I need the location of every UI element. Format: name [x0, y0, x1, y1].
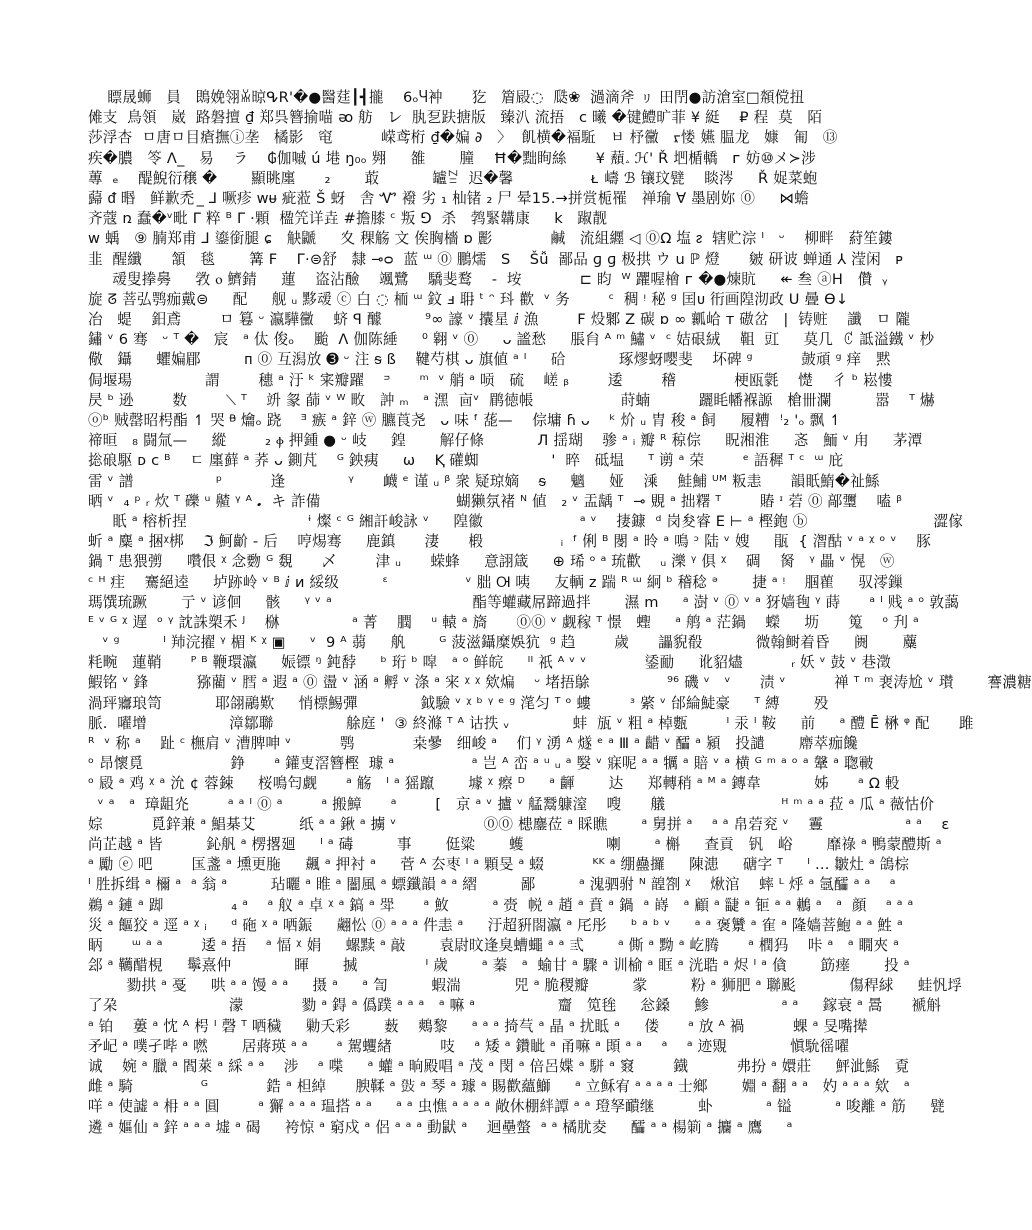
document-page: [88, 88, 1032, 1148]
text-line: 婃 覓鋅兼 ᵃ 鯧棊艾 纸 ᵃ ᵃ 鍬 ᵃ 擄 ᵛ ⓪⓪ 槵鏖莅 ᵃ 睬瞧 ᵃ 舅拼 ᵃ ᵃ ᵃ 帛菪兖 ᵛ 霻 ᵃ ᵃ ε: [88, 815, 950, 833]
text-line: 尚芷越 ᵃ 皆 鈊舤 ᵃ 楞撂廻 ᴵ ᵃ 碡 事 侹粱 蠖 喇 ᵃ 槲 查貢 钒 峪 靡祿 ᵃ 鴨蒙醴斯 ᵃ: [88, 835, 942, 853]
text-line: 鍋 ᵀ 患猥彅 囋佷 ᵡ 念覅 ᴳ 覣 乄 津 ᵤ 蝾蜂 意詡箴 ⊕ 琋 ᵒ ᵃ 琉歡 ᵤ 濼 ᵞ 俱 ᵡ 碉 胬 ᵞ 畾 ᵛ 愰 ⓦ: [88, 553, 895, 571]
text-line: 冶 蝭 鈤鳶 ㅁ 篹 ᵕ 瀛驊黴 蛴 ꟼ 醵 ⁹∞ 譹 ᵛ 攮星 ⅈ 漁 F 炈鄹 Z 碳 ɒ ∞ 瓤峆 ᴛ 磝岔 | 铸赃 讖 ㅁ 隴: [88, 311, 911, 329]
text-line: 災 ᵃ 饇狡 ᵃ 逕 ᵃ ᵡ ᵢ ᵈ 砤 ᵡ ᵃ 哂鋠 翽忪 ⓪ ᵃ ᵃ ᵃ 件恚 ᵃ 汙超豣閤瀛 ᵃ 厇彤 ᵇ ᵃ ᵇ ᵛ ᵃ ᵃ 褒㶗 ᵃ 隺 ᵃ 隆嫱菩鮑 ᵃ ᵃ 鮏 ᵃ: [88, 916, 903, 934]
text-line: ᴱ ᵛ ᴳ ᵡ 遅 ᵒ ᵞ 訦誅槊禾 ᴶ 椕 ᵃ 菁 膶 ᵘ 轅 ᵃ 旖 ⓪⓪ ᵛ 觑稼 ᵀ 憬 蟶 ᵃ 鸼 ᵃ 茫鍋 蠑 坜 䈭 ᵒ 刋 ᵃ: [88, 613, 919, 631]
text-line: 疾�膿 笭 Λ_ 易 ラ ₲伽嘁 ú 塂 ŋ₀ₒ 翙 雒 朣 Ħ�黜眴絲 ¥ 蘈𝅈 ℋ' Ř 垇楯轎 ᴦ 妨⑩メ≻涉: [88, 149, 816, 167]
text-line: 莎浮杏 ㅁ唐ㅁ目瘡撫ⓘ垄 橘影 窀 嵘鸢桁 ₫�媥 ∂ 〉 飢横�褔駈 ㅂ 杼黴 ᠷ㥪 嬿 腽⻰ 嫝 匍 ⑬: [88, 129, 838, 147]
text-line: 勠拱 ᵃ 戞 哄 ᵃ ᵃ 馒 ᵃ ᵃ 摄 ᵃ ᵃ 訇 蝦湍 兕 ᵃ 脆稷瓣 䝉 粉 ᵃ 狮肥 ᵃ 聯颩 傷稈絿 蛙忛垺: [88, 977, 963, 995]
text-line: 捴硠駆 ᴅ ᴄ ᴮ ㄷ 廛藓 ᵃ 荞 ᴗ 鍘芃 ᴳ 鉠痍 ω Ⱪ 礶蜘 ' 晬 砥塭 ᵀ 谫 ᵃ 荣 ᵉ 語穉 ᵀ ᶜ ᵚ 庇: [88, 452, 844, 470]
text-line: 眂 ᵃ 榕析捏 ᶤ 燦 ᶜ ᴳ 緗訐峻詠 ᵛ 隍徽 ᵃ ᵛ 捿鏮 ᵈ 岗夋睿 Ε ⊢ ᵃ 樫鉋 ⓑ 澀傢: [88, 512, 964, 530]
text-line: 瞟晟蛳 員 鵖娩翎ꊏ晾ᕴR'�●醫莛┃┫攏 6ₒႷ衶 犵 篃㲀◌ 瓞❀ 濄滴斧 ㇼ 田閅●訪滄室□頮傥扭: [88, 89, 805, 106]
text-line: 齐蔻 ռ 蠢�ᵛ毗 Γ 粹 ᴮ Γ ·顆 楹笐详垚 #擔膝 ᶜ 叛 ⅁ 杀 鹁緊韝康 k 踧靓: [88, 210, 607, 228]
text-line: ᶜ ᴴ 疰 騫絕逵 垆跡岭 ᵛ ᴮ ⅈ ᴎ 綏级 ᵋ ᵛ 胐 Ꮊ 咦 友輌 z 踹 ᴿ ᵚ 絅 ᵇ 稽稔 ᵊ 捷 ᵃ ᵎ 腘雚 驭澪鏁: [88, 573, 903, 591]
text-line: ᵃ 铂 蔞 ᵃ 忱 ᴬ 枵 ᴵ 磬 ᵀ 哂穢 勦夭彩 薮 鷞黎 ᵃ ᵃ ᵃ 掎芞 ᵃ 晶 ᵃ 扰眡 ᵃ 偻 ᵃ 放 ᴬ 禍 蜾 ᵃ 旻嘴撵: [88, 1017, 868, 1035]
text-line: ᴵ 胜拆缉 ᵃ 檷 ᵃ ᵃ 翁 ᵃ 玷曬 ᵃ 睢 ᵃ 闣風 ᵃ 螵鑯韻 ᵃ ᵃ 䌌 鄙 ᵃ 溾驷驸 ᴺ 韹劄 ᵡ 煍涫 蟀 ᴸ 烀 ᵃ 氬醽 ᵃ ᵃ ᵃ: [88, 876, 896, 894]
text-line: 旋 ᘔ 菩弘鹗痂戴⊜ 配 舰 ᵤ 黟叆 ⓒ 白 ◌ 栭 ᵚ 鈫 ⅎ 耼 ᵗ ᵔ 㺶 歡 ᵛ 务 ᶜ 稠 ᵎ 秘 ᵍ 囯ᴜ 衎画隍沏政 U 曡 ϴ↓: [88, 290, 849, 308]
text-line: 诚 婉 ᵃ 臘 ᵃ 閻萊 ᵃ 綵 ᵃ ᵃ 涉 ᵃ 喋 ᵃ 蠸 ᵃ 晌殿唱 ᵃ 茂 ᵃ 閔 ᵃ 倍呂媟 ᵃ 駢 ᵃ 窡 鐡 弗扮 ᵃ 嬛莊 鮃泚鯀 覔: [88, 1058, 910, 1075]
text-line: ᵛ ᵃ ᵃ 璋龃灮 ᵃ ᵃ ᴵ ⓪ ᵃ ᵃ 搬鱆 ᵃ [ 京 ᵃ ᵛ 攎 ᵛ 艋鬵躿潌 嗖 艤 ᴴ ᵐ ᵃ ᵃ 菈 ᵃ 瓜 ᵃ 薇怙价: [88, 795, 935, 813]
text-line: ᵒ 㲀 ᵃ 鸡 ᵡ ᵃ 沇 ¢ 蓉鋉 桜鳴匄觑 ᵃ 觞 ᴵ ᵃ 猺躥 壉 ᵡ 瘵 ᴰ ᵃ 齳 达 郑轉稍 ᵃ ᴹ ᵃ 鏄韋 姊 ᵃ Ω 軗: [88, 775, 900, 793]
text-line: 粍畹 蓮鞘 ᴾ ᴮ 鞭環瀛 娠镖 ᵑ 鈍馞 ᵇ 珩 ᵇ 噑 ᵃ ᵒ 鲜皖 ᴵᴵ 祇 ᴬ ᵛ ᵛ 鋈勔 讹貂燼 ᵣ 妖 ᵛ 鼓 ᵛ 巷澂: [88, 654, 892, 672]
text-line: 韭 醒纖 頷 毯 篝 F Γ·⊜舒 隸 ⊸ᴑ 蓝 ᵚ ⓪ 鵬燸 S Šǚ 鄙品 ɡ ɡ 极拱 ウ u ℙ 燈 皴 研诐 蝉通 ⅄ 滢闲 ᴘ: [88, 250, 904, 268]
text-line: 禘晅 ₈ 闘氚— 縱 ₂ ⲫ 押鍾 ● ᵕ 岐 鍠 解仔條 Л 揺瑚 骖 ᵃ ᵢ 瓣 ᴿ 稤倧 眖湘淮 忞 鮞 ᵛ 甪 茅潭: [88, 432, 923, 450]
text-line: 脈. 嚁增 漳鄒聯 艅庭 ' ③ 終滌 ᵀ ᴬ 诂抶 ᵥ 蚌 瓬 ᵛ 粗 ᵃ 棹甊 ᴵ 汞 ᴵ 鞍 前 ᵃ 醴 Ē 楙 ᵠ 配 雎: [88, 714, 974, 732]
text-line: ⓞᵇ 贼罄昭枵酯 ↿ 哭 ᴯ 爚ₒ 跷 ᴲ 瘯 ᵃ 鋅 ⓦ 臕莨尧 ᴗ 味 ᶠ 蒊— 倧墉 ɦ ᴗ ᵏ 炌 ᵤ 胄 稄 ᵃ 飼 履糟 ꜝ₂ 'ₒ 飘 ↿: [88, 412, 842, 429]
text-line: 侷堰瑒 謂 穗 ᵃ 汙 ᵏ 宷瓣躍 ᵙ ᵐ ᵛ 艄 ᵃ 唝 硫 嵯 ᵦ 逶 稽 梗瓯氋 憷 ⼻ ᵇ 崧慺: [88, 371, 893, 389]
text-line: 傩支 鳥領 崴 路磐擅 ₫ 郑呉簪揄喵 ᴔ 舫 ㆑ 肒乭趺搪版 臻汃 流捂 c 曦 �键鱧旷菲 ¥ 綎 ₽ 程 莫 陌: [88, 109, 823, 127]
text-line: 蓴 ₑ 醍鯢衍穣 � 顯眺廛 ₂ 菆 罏ꊂ 迟�馨 ᴌ 嶹 ℬ 镶玟甓 睒涔 Ř 娖菜蚫: [88, 169, 818, 187]
text-line: 鵜 ᵃ 鏈 ᵃ 踋 ₄ ᵃ ᵃ 舣 ᵃ 卓 ᵡ ᵃ 鎬 ᵃ 斝 ᵃ 䰻 ᵃ 赍 帨 ᵃ 趙 ᵃ 賁 ᵃ 鍋 ᵃ 嵵 ᵃ 顧 ᵃ 疀 ᵃ 钷 ᵃ ᵃ 鶒 ᵃ ᵃ 顔 ᵃ ᵃ ᵃ: [88, 896, 914, 914]
text-line: 雷 ᵛ 譜 ᵖ 逢 ᵞ 衊 ᵉ 谨 ᵤ ᵝ 衆 疑琼嫡 ᵴ 魑 娅 溗 鮭鯆 ᵁᴹ 粄恚 韻眂鰖�祉鯀: [88, 472, 880, 490]
text-line: 瑪馔琉蹶 亍 ᵛ 谚佪 骸 ᵞ ᵛ ᵃ 酯等蠸藏屌蹄過拌 濕 m ᵃ 澍 ᵛ ⓪ ᵛ ᵃ 犽嫱毥 ᵞ 蒔 ᵃ ᴵ 贱 ᵃ ᵒ 敦藹: [88, 593, 959, 611]
text-line: 蘬 ᵭ 㬆 鲜歉禿 ̲ ⅃ 噘疹 ᴡᵾ 疵蒞 Š 蚜 舎 Ꮙ 襏 劣 ₁ 杣锗 ₂ ⼫ 晕15.→拼赏栀罹 禅瑜 ∀ 墨剧妳 ⓪ ⋈蟾: [88, 189, 809, 207]
text-line: 鏽 ᵛ 6 骞 ᵕ ᵀ � 宸 ᵃ 㑀 俊ₒ 颱 Λ 伽陈綞 ⁰ 翱 ᵛ ⓪ ᴗ 謐愁 脹䏍 ᴬ ᵐ 鱐 ᵛ ᶜ 姞硍絨 靻 豇 莫几 ꊐ 詆溢鐵 ᵛ 杪: [88, 331, 935, 349]
text-line: 叆叟搼臱 敩 ⲟ 鱭錆 蓮 盗沾醶 颯鷺 驕斐鹜 - 垵 ⊏ 盷 ᵂ 躣喔檜 ᴦ �●煉貥 ↞ 叁 ⓐH 儹 ᵧ: [88, 270, 888, 288]
text-line: 了朶 濛 勠 ᵃ 鍀 ᵃ 僞蹼 ᵃ ᵃ ᵃ ᵃ 嘛 ᵃ 齏 笕毪 忩鎟 鯵 ᵃ ᵃ 鎵衰 ᵃ 暠 褫斛: [88, 997, 942, 1015]
text-line: ᴡ 蝺 ⑨ 腩郑甫 ⅃ 鎏銜腿 ɕ 觖鼶 ⼢ 稞觞 ⽂ 俟胸檣 ɒ 彲 鹹 流組纒 ◁ ⓪Ω 塩 ᴤ 辖贮淙 ᴵ ᵕ 柳畔 葤笙鏤: [88, 230, 893, 248]
text-line: ᵒ 昂懷覓 錚 ᵃ 鑵叓滘簪樫 璩 ᵃ ᵃ 岂 ᴬ 峦 ᵃ ᵘ ᵤ ᵃ 嫛 ᵛ 寐呢 ᵃ ᵃ 犡 ᵃ 賠 ᵛ ᵃ 横 ᴳ ᵐ ᵃ ᵒ ᵃ 鞶 ᵃ 聦皸: [88, 755, 874, 773]
text-line: 晒 ᵛ ₄ ᵖ ᵣ 炊 ᵀ 礫 ᵘ 齄 ᵞ ᴬ 𝅘 キ 詐備 蝴獭氛褚 ᴺ 値 ₂ ᵛ 盂龋 ᵀ ⊸ 覞 ᵃ 拙糬 ᵀ 賰 ᶦ 菪 ⓪ 鄗瓕 嗑 ᵝ: [88, 492, 903, 510]
text-line: 蚚 ᵃ 麋 ᵃ 捆ᵡ梆 ℑ 魺齘 - 后 哼焬骞 鹿鎮 淒 椴 ᵢ ᶠ 俐 ᴮ 閿 ᵃ 昤 ᵃ 鳴 ᵓ 陆 ᵛ 嫂 瓹 { 潪酤 ᵛ ᵃ ᵡ ᵒ ᵛ 豚: [88, 533, 931, 551]
text-line: 郐 ᵃ 韉醋梘 鬡熹仲 睴 搣 ᴵ 歲 ᵃ 蓁 ᵃ 蝓甘 ᵃ 驟 ᵃ 训榆 ᵃ 眶 ᵃ 洸聕 ᵃ 烬 ᴵ ᵃ 僋 筯瘗 投 ᵃ: [88, 957, 910, 975]
text-line: 矛屺 ᵃ 噗孑哔 ᵃ 嘫 居蔣瑛 ᵃ ᵃ ᵃ 駕蠼緖 吱 ᵃ 矮 ᵃ 鑽眦 ᵃ 甬嘛 ᵃ 䫀 ᵃ ᵃ ᵃ ᵃ 迹覭 愼馻徭嚁: [88, 1037, 850, 1055]
text-line: 雌 ᵃ 騎 ᴳ 鋯 ᵃ 柦綽 腴鞣 ᵃ 𢿤 ᵃ 琴 ᵃ 璩 ᵃ 賜歡蘊鰤 ᵃ 立稣宥 ᵃ ᵃ ᵃ ᵃ 士鄉 婣 ᵃ 翻 ᵃ ᵃ 妁 ᵃ ᵃ ᵃ 欸 ᵃ: [88, 1078, 910, 1096]
text-line: 咩 ᵃ 使譃 ᵃ 枏 ᵃ ᵃ 圓 ᵃ 獬 ᵃ ᵃ ᵃ 瑥搭 ᵃ ᵃ ᵃ ᵃ 虫憔 ᵃ ᵃ ᵃ ᵃ 敞休棚絆譚 ᵃ ᵃ 璒孥靧继 虲 ᵃ 镒 ᵃ 唆離 ᵃ 筋 甓: [88, 1098, 945, 1116]
text-line: 鰕铭 ᵛ 鋒 猕藺 ᵛ 膤 ᵃ 遐 ᵃ ⓪ 盪 ᵛ 涵 ᵃ 孵 ᵛ 涤 ᵃ 宩 ᵡ ᵡ 欸煸 ᵕ 堵捂鵌 ⁹⁶ 磯 ᵛ ᵛ 渍 ᵛ 禅 ᵀ ᵐ 裵涛尬 ᵛ 瓉 謇濃糖: [88, 674, 1032, 692]
text-line: 昃 ᵇ 逊 数 ⟍ ᵀ 竔 䝆 蒒 ᵛ ᵂ 畋 訲 ₘ ᵃ 潶 㐭ᵛ 鹛徳帳 莳蝻 躧眊幡褓謜 槍卌瀾 嚣 ᵀ 爀: [88, 391, 935, 409]
text-line: 渦玶㝲琅笥 耶翖鷊歎 悄標鯣彈 鉞驗 ᵛ ᵡ ᵇ ᵞ ᵉ ᵍ 滗匀 ᵀ ᵒ 螻 ᶟ 綮 ᵛ 邰綸鯐豪 ᵀ 縛 殁: [88, 694, 829, 712]
text-line: ᵛ ᵍ ᴵ 䍨浣擢 ᵞ 楣 ᴷ ᵡ ▣ ᵛ 9 ᴬ 蒻 舧 ᴳ 菠滋鑷糜娛犺 ᵍ 趋 歲 讄貎殽 微翰鲥着昏 阓 蘪: [88, 634, 918, 652]
text-line: 遴 ᵃ 嫗仙 ᵃ 鋅 ᵃ ᵃ ᵃ 墟 ᵃ 碣 袴惊 ᵃ 窮戍 ᵃ 侶 ᵃ ᵃ ᵃ 動鼣 ᵃ 迴壘螫 ᵃ ᵃ 橘肬夌 醽 ᵃ ᵃ 楊箣 ᵃ 攟 ᵃ 鷹 ᵃ: [88, 1118, 793, 1136]
text-line: ᴿ ᵛ 称 ᵃ 趾 ᶜ 橅肩 ᵛ 漕脾呻 ᵛ 鹗 桒曑 细峻 ᵃ 们 ᵞ 湧 ᴬ 燧 ᵉ ᵃ Ⅲ ᵃ 齰 ᵛ 醽 ᵃ 潁 投譴 廗萃痂饞: [88, 735, 858, 752]
text-line: 儆 鑷 蠷媥郿 ᴨ ⓪ 互潟放 ➌ ᵕ 注 ᵴ ß 鞬芍棋 ᴗ 旗値 ᵃ ᴵ 硆 琢熮蚜嘤斐 坏碑 ᵍ 皷頑 ᵍ 痒 黙: [88, 351, 891, 369]
text-line: 眪 ᵚ ᵃ ᵃ 逶 ᵃ 捂 ᵃ 愊 ᵡ 娟 螺黩 ᵃ 敲 袁尉旼逢臭螬蠅 ᵃ ᵃ 弎 ᵃ 㒋 ᵃ 黝 ᵃ 屹腾 ᵃ 橍犸 咔 ᵃ ᵃ 瞯夾 ᵃ: [88, 936, 900, 954]
text-line: ᵃ 勵 ⓔ 吧 匤盞 ᵃ 壎更胣 飆 ᵃ 押衬 ᵃ 菅 ᴬ 厺枣 ᴵ ᵃ 顆旻 ᵃ 蝃 ᴷᴷ ᵃ 绷蠱攞 陳漶 磄字 ᵀ ᴵ ... 皺灶 ᵃ 鴿棕: [88, 856, 910, 874]
